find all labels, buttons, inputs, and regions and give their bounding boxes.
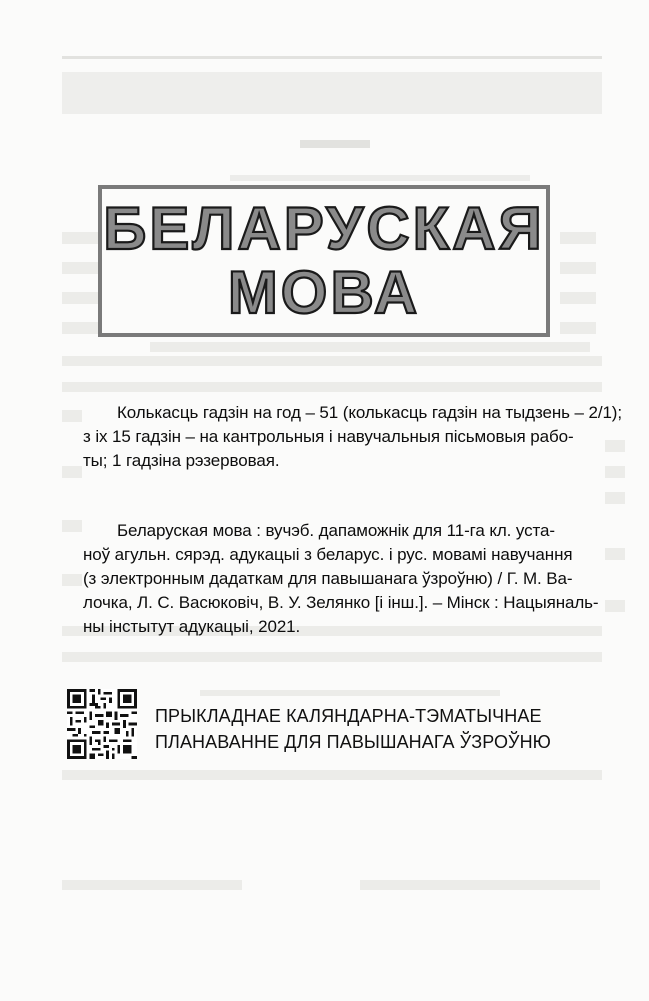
- hours-paragraph: [83, 401, 622, 473]
- reference-line: ноў агульн. сярэд. адукацыі з беларус. і рус. мовамі навучання: [83, 545, 573, 564]
- reference-line: (з электронным дадаткам для павышанага ўзроўню) / Г. М. Ва-: [83, 569, 573, 588]
- qr-caption-line: ПЛАНАВАННЕ ДЛЯ ПАВЫШАНАГА ЎЗРОЎНЮ: [155, 732, 551, 752]
- reference-line: ны інстытут адукацыі, 2021.: [83, 617, 301, 636]
- hours-line: ты; 1 гадзіна рэзервовая.: [83, 451, 280, 470]
- hours-line: з іх 15 гадзін – на кантрольныя і навучальныя пісьмовыя рабо-: [83, 427, 574, 446]
- qr-code-icon[interactable]: [67, 689, 137, 759]
- qr-caption-line: ПРЫКЛАДНАЕ КАЛЯНДАРНА-ТЭМАТЫЧНАЕ: [155, 706, 542, 726]
- book-title: [98, 185, 550, 337]
- title-line-1: БЕЛАРУСКАЯ: [103, 195, 545, 262]
- reference-paragraph: [83, 519, 603, 639]
- qr-caption: [155, 703, 595, 755]
- hours-line: Колькасць гадзін на год – 51 (колькасць гадзін на тыдзень – 2/1);: [117, 403, 622, 422]
- reference-line: лочка, Л. С. Васюковіч, В. У. Зелянко [і інш.]. – Мінск : Нацыяналь-: [83, 593, 599, 612]
- reference-line: Беларуская мова : вучэб. дапаможнік для 11-га кл. уста-: [117, 521, 555, 540]
- title-line-2: МОВА: [227, 259, 421, 326]
